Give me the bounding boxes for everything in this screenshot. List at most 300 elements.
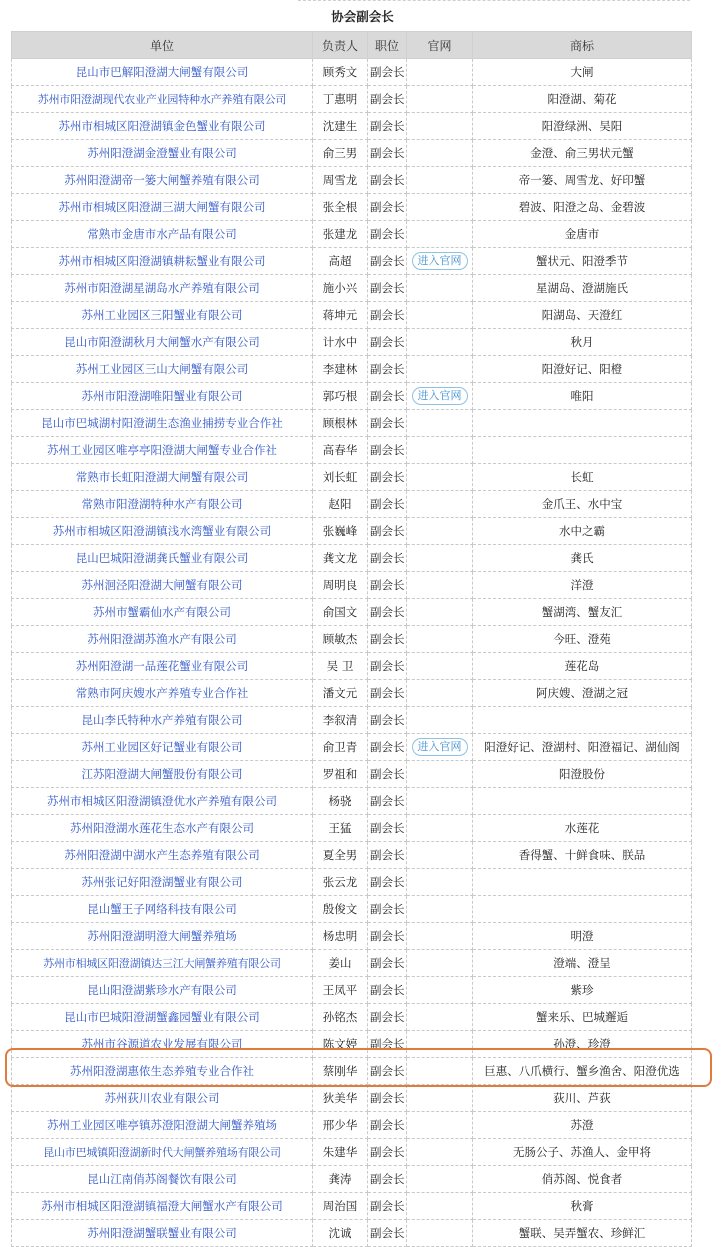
unit-link[interactable]: 昆山市巴城湖村阳澄湖生态渔业捕捞专业合作社 <box>41 416 283 430</box>
site-cell <box>407 977 473 1004</box>
site-cell <box>407 140 473 167</box>
site-cell <box>407 1112 473 1139</box>
unit-cell <box>12 1031 313 1058</box>
role-cell: 副会长 <box>368 1004 407 1031</box>
unit-cell <box>12 113 313 140</box>
site-cell <box>407 815 473 842</box>
person-cell: 蒋坤元 <box>313 302 368 329</box>
unit-cell <box>12 923 313 950</box>
person-cell: 王凤平 <box>313 977 368 1004</box>
role-cell: 副会长 <box>368 113 407 140</box>
brand-cell: 澄端、澄呈 <box>473 950 692 977</box>
role-cell: 副会长 <box>368 437 407 464</box>
unit-link[interactable]: 苏州荻川农业有限公司 <box>104 1091 220 1105</box>
unit-cell <box>12 788 313 815</box>
person-cell: 夏全男 <box>313 842 368 869</box>
unit-link[interactable]: 苏州阳澄湖金澄蟹业有限公司 <box>87 146 237 160</box>
role-cell: 副会长 <box>368 491 407 518</box>
unit-link[interactable]: 苏州市谷源道农业发展有限公司 <box>81 1037 243 1051</box>
table-row <box>12 491 692 518</box>
table-row <box>12 437 692 464</box>
unit-cell <box>12 761 313 788</box>
person-cell: 周治国 <box>313 1193 368 1220</box>
site-cell <box>407 518 473 545</box>
table-row <box>12 1166 692 1193</box>
brand-cell: 阿庆嫂、澄湖之冠 <box>473 680 692 707</box>
visit-site-button[interactable]: 进入官网 <box>412 252 468 270</box>
site-cell <box>407 653 473 680</box>
role-cell: 副会长 <box>368 653 407 680</box>
unit-cell <box>12 356 313 383</box>
person-cell: 王猛 <box>313 815 368 842</box>
page-title: 协会副会长 <box>331 9 394 24</box>
table-row <box>12 923 692 950</box>
table-row <box>12 572 692 599</box>
person-cell: 张全根 <box>313 194 368 221</box>
unit-link[interactable]: 苏州阳澄湖惠侬生态养殖专业合作社 <box>70 1064 254 1078</box>
table-row <box>12 1058 692 1085</box>
brand-cell: 唯阳 <box>473 383 692 410</box>
unit-link[interactable]: 昆山市阳澄湖秋月大闸蟹水产有限公司 <box>64 335 260 349</box>
brand-cell: 俏苏阁、悦食者 <box>473 1166 692 1193</box>
person-cell: 刘长虹 <box>313 464 368 491</box>
site-cell <box>407 923 473 950</box>
role-cell: 副会长 <box>368 194 407 221</box>
unit-link[interactable]: 苏州工业园区唯亭镇苏澄阳澄湖大闸蟹养殖场 <box>47 1118 277 1132</box>
col-header-person: 负责人 <box>313 32 368 59</box>
role-cell: 副会长 <box>368 1220 407 1247</box>
person-cell: 狄美华 <box>313 1085 368 1112</box>
unit-cell <box>12 545 313 572</box>
table-row <box>12 977 692 1004</box>
unit-link[interactable]: 苏州市相城区阳澄湖镇金色蟹业有限公司 <box>58 119 266 133</box>
person-cell: 郭巧根 <box>313 383 368 410</box>
role-cell: 副会长 <box>368 383 407 410</box>
unit-cell <box>12 1058 313 1085</box>
person-cell: 张云龙 <box>313 869 368 896</box>
site-cell <box>407 680 473 707</box>
unit-link[interactable]: 苏州市阳澄湖星湖岛水产养殖有限公司 <box>64 281 260 295</box>
site-cell <box>407 1220 473 1247</box>
role-cell: 副会长 <box>368 1031 407 1058</box>
table-row <box>12 383 692 410</box>
person-cell: 罗祖和 <box>313 761 368 788</box>
table-row <box>12 59 692 86</box>
table-row <box>12 1085 692 1112</box>
unit-link[interactable]: 昆山蟹王子网络科技有限公司 <box>87 902 237 916</box>
unit-cell <box>12 194 313 221</box>
site-cell <box>407 113 473 140</box>
person-cell: 周雪龙 <box>313 167 368 194</box>
unit-cell <box>12 59 313 86</box>
unit-link[interactable]: 苏州阳澄湖帝一篓大闸蟹养殖有限公司 <box>64 173 260 187</box>
table-row <box>12 1220 692 1247</box>
role-cell: 副会长 <box>368 221 407 248</box>
unit-link[interactable]: 昆山阳澄湖紫珍水产有限公司 <box>87 983 237 997</box>
role-cell: 副会长 <box>368 1058 407 1085</box>
unit-cell <box>12 680 313 707</box>
unit-link[interactable]: 苏州市相城区阳澄湖镇耕耘蟹业有限公司 <box>58 254 266 268</box>
brand-cell: 无肠公子、苏渔人、金甲将 <box>473 1139 692 1166</box>
person-cell: 龚文龙 <box>313 545 368 572</box>
person-cell: 朱建华 <box>313 1139 368 1166</box>
site-cell <box>407 572 473 599</box>
site-cell <box>407 1139 473 1166</box>
brand-cell: 秋月 <box>473 329 692 356</box>
table-row <box>12 869 692 896</box>
site-cell <box>407 275 473 302</box>
table-row <box>12 464 692 491</box>
person-cell: 张建龙 <box>313 221 368 248</box>
brand-cell: 阳湖岛、天澄红 <box>473 302 692 329</box>
person-cell: 丁惠明 <box>313 86 368 113</box>
role-cell: 副会长 <box>368 977 407 1004</box>
site-cell <box>407 734 473 761</box>
person-cell: 顾根林 <box>313 410 368 437</box>
brand-cell: 苏澄 <box>473 1112 692 1139</box>
role-cell: 副会长 <box>368 1193 407 1220</box>
unit-cell <box>12 1085 313 1112</box>
unit-cell <box>12 410 313 437</box>
site-cell <box>407 788 473 815</box>
role-cell: 副会长 <box>368 572 407 599</box>
brand-cell: 水莲花 <box>473 815 692 842</box>
site-cell <box>407 59 473 86</box>
role-cell: 副会长 <box>368 815 407 842</box>
unit-cell <box>12 167 313 194</box>
site-cell <box>407 1058 473 1085</box>
person-cell: 蔡刚华 <box>313 1058 368 1085</box>
site-cell <box>407 950 473 977</box>
unit-cell <box>12 491 313 518</box>
site-cell <box>407 1004 473 1031</box>
brand-cell: 巨惠、八爪横行、蟹乡渔舍、阳澄优选 <box>473 1058 692 1085</box>
brand-cell: 孙澄、珍澄 <box>473 1031 692 1058</box>
unit-link[interactable]: 苏州市相城区阳澄湖镇浅水湾蟹业有限公司 <box>52 524 272 538</box>
role-cell: 副会长 <box>368 1112 407 1139</box>
person-cell: 孙铭杰 <box>313 1004 368 1031</box>
table-row <box>12 356 692 383</box>
brand-cell: 蟹来乐、巴城邂逅 <box>473 1004 692 1031</box>
unit-link[interactable]: 苏州工业园区唯亭亭阳澄湖大闸蟹专业合作社 <box>47 443 277 457</box>
site-cell <box>407 869 473 896</box>
site-cell <box>407 248 473 275</box>
person-cell: 计水中 <box>313 329 368 356</box>
unit-link[interactable]: 苏州市阳澄湖唯阳蟹业有限公司 <box>81 389 243 403</box>
brand-cell: 荻川、芦荻 <box>473 1085 692 1112</box>
unit-link[interactable]: 苏州工业园区三阳蟹业有限公司 <box>81 308 243 322</box>
role-cell: 副会长 <box>368 329 407 356</box>
unit-cell <box>12 518 313 545</box>
brand-cell <box>473 707 692 734</box>
table-row <box>12 626 692 653</box>
person-cell: 俞国文 <box>313 599 368 626</box>
person-cell: 杨骁 <box>313 788 368 815</box>
unit-cell <box>12 464 313 491</box>
site-cell <box>407 221 473 248</box>
role-cell: 副会长 <box>368 788 407 815</box>
person-cell: 龚涛 <box>313 1166 368 1193</box>
site-cell <box>407 167 473 194</box>
brand-cell: 金爪王、水中宝 <box>473 491 692 518</box>
person-cell: 沈诚 <box>313 1220 368 1247</box>
unit-link[interactable]: 昆山李氏特种水产养殖有限公司 <box>81 713 243 727</box>
brand-cell: 秋膏 <box>473 1193 692 1220</box>
unit-cell <box>12 734 313 761</box>
brand-cell <box>473 788 692 815</box>
table-row <box>12 599 692 626</box>
person-cell: 俞三男 <box>313 140 368 167</box>
person-cell: 潘文元 <box>313 680 368 707</box>
brand-cell: 碧波、阳澄之岛、金碧波 <box>473 194 692 221</box>
unit-link[interactable]: 昆山市巴城镇阳澄湖新时代大闸蟹养殖场有限公司 <box>43 1146 281 1159</box>
col-header-unit: 单位 <box>12 32 313 59</box>
unit-link[interactable]: 苏州工业园区好记蟹业有限公司 <box>81 740 243 754</box>
person-cell: 殷俊文 <box>313 896 368 923</box>
role-cell: 副会长 <box>368 842 407 869</box>
unit-link[interactable]: 苏州市阳澄湖现代农业产业园特种水产养殖有限公司 <box>37 93 287 106</box>
person-cell: 施小兴 <box>313 275 368 302</box>
unit-link[interactable]: 常熟市阳澄湖特种水产有限公司 <box>81 497 243 511</box>
unit-link[interactable]: 苏州阳澄湖中湖水产生态养殖有限公司 <box>64 848 260 862</box>
unit-cell <box>12 869 313 896</box>
person-cell: 吴 卫 <box>313 653 368 680</box>
role-cell: 副会长 <box>368 950 407 977</box>
role-cell: 副会长 <box>368 302 407 329</box>
site-cell <box>407 194 473 221</box>
role-cell: 副会长 <box>368 1166 407 1193</box>
person-cell: 周明良 <box>313 572 368 599</box>
table-row <box>12 167 692 194</box>
person-cell: 沈建生 <box>313 113 368 140</box>
unit-link[interactable]: 苏州洄泾阳澄湖大闸蟹有限公司 <box>81 578 243 592</box>
unit-cell <box>12 1139 313 1166</box>
person-cell: 陈文婷 <box>313 1031 368 1058</box>
role-cell: 副会长 <box>368 410 407 437</box>
brand-cell: 洋澄 <box>473 572 692 599</box>
unit-link[interactable]: 苏州工业园区三山大闸蟹有限公司 <box>75 362 249 376</box>
site-cell <box>407 491 473 518</box>
person-cell: 邢少华 <box>313 1112 368 1139</box>
unit-cell <box>12 653 313 680</box>
brand-cell: 长虹 <box>473 464 692 491</box>
role-cell: 副会长 <box>368 59 407 86</box>
brand-cell: 阳澄好记、阳橙 <box>473 356 692 383</box>
unit-cell <box>12 1220 313 1247</box>
unit-cell <box>12 572 313 599</box>
unit-cell <box>12 221 313 248</box>
brand-cell: 星湖岛、澄湖施氏 <box>473 275 692 302</box>
site-cell <box>407 1166 473 1193</box>
unit-link[interactable]: 苏州市相城区阳澄湖镇达三江大闸蟹养殖有限公司 <box>43 957 281 970</box>
table-row <box>12 545 692 572</box>
site-cell <box>407 707 473 734</box>
unit-link[interactable]: 常熟市阿庆嫂水产养殖专业合作社 <box>75 686 249 700</box>
person-cell: 李叙清 <box>313 707 368 734</box>
unit-cell <box>12 1166 313 1193</box>
brand-cell: 水中之霸 <box>473 518 692 545</box>
table-row <box>12 653 692 680</box>
unit-link[interactable]: 江苏阳澄湖大闸蟹股份有限公司 <box>81 767 243 781</box>
table-row <box>12 1193 692 1220</box>
role-cell: 副会长 <box>368 923 407 950</box>
table-row <box>12 86 692 113</box>
unit-link[interactable]: 昆山江南俏苏阁餐饮有限公司 <box>87 1172 237 1186</box>
visit-site-button[interactable]: 进入官网 <box>412 387 468 405</box>
col-header-role: 职位 <box>368 32 407 59</box>
brand-cell <box>473 869 692 896</box>
brand-cell <box>473 896 692 923</box>
brand-cell: 帝一篓、周雪龙、好印蟹 <box>473 167 692 194</box>
unit-link[interactable]: 常熟市长虹阳澄湖大闸蟹有限公司 <box>75 470 249 484</box>
unit-link[interactable]: 昆山巴城阳澄湖龚氏蟹业有限公司 <box>75 551 249 565</box>
unit-link[interactable]: 苏州阳澄湖苏渔水产有限公司 <box>87 632 237 646</box>
table-row <box>12 248 692 275</box>
site-cell <box>407 599 473 626</box>
role-cell: 副会长 <box>368 518 407 545</box>
role-cell: 副会长 <box>368 761 407 788</box>
unit-cell <box>12 248 313 275</box>
brand-cell: 龚氏 <box>473 545 692 572</box>
person-cell: 俞卫青 <box>313 734 368 761</box>
col-header-site: 官网 <box>407 32 473 59</box>
site-cell <box>407 1193 473 1220</box>
unit-cell <box>12 275 313 302</box>
unit-cell <box>12 1004 313 1031</box>
table-row <box>12 1031 692 1058</box>
table-row <box>12 734 692 761</box>
table-row <box>12 788 692 815</box>
role-cell: 副会长 <box>368 734 407 761</box>
table-row <box>12 275 692 302</box>
unit-cell <box>12 329 313 356</box>
brand-cell: 金澄、俞三男状元蟹 <box>473 140 692 167</box>
role-cell: 副会长 <box>368 356 407 383</box>
col-header-brand: 商标 <box>473 32 692 59</box>
table-row <box>12 329 692 356</box>
visit-site-button[interactable]: 进入官网 <box>412 738 468 756</box>
table-row <box>12 707 692 734</box>
unit-link[interactable]: 苏州市相城区阳澄湖镇福澄大闸蟹水产有限公司 <box>41 1199 283 1213</box>
role-cell: 副会长 <box>368 707 407 734</box>
site-cell <box>407 842 473 869</box>
site-cell <box>407 437 473 464</box>
brand-cell: 阳澄绿洲、吴阳 <box>473 113 692 140</box>
role-cell: 副会长 <box>368 464 407 491</box>
table-row <box>12 1004 692 1031</box>
unit-cell <box>12 815 313 842</box>
role-cell: 副会长 <box>368 140 407 167</box>
person-cell: 张巍峰 <box>313 518 368 545</box>
table-row <box>12 896 692 923</box>
brand-cell: 大闸 <box>473 59 692 86</box>
role-cell: 副会长 <box>368 1085 407 1112</box>
brand-cell: 紫珍 <box>473 977 692 1004</box>
brand-cell: 阳澄好记、澄湖村、阳澄福记、湖仙阁 <box>473 734 692 761</box>
site-cell <box>407 545 473 572</box>
role-cell: 副会长 <box>368 680 407 707</box>
brand-cell <box>473 437 692 464</box>
site-cell <box>407 383 473 410</box>
unit-link[interactable]: 常熟市金唐市水产品有限公司 <box>87 227 237 241</box>
unit-link[interactable]: 苏州阳澄湖一品莲花蟹业有限公司 <box>75 659 249 673</box>
site-cell <box>407 896 473 923</box>
unit-cell <box>12 140 313 167</box>
unit-cell <box>12 302 313 329</box>
unit-cell <box>12 977 313 1004</box>
site-cell <box>407 464 473 491</box>
unit-link[interactable]: 苏州市相城区阳澄湖三湖大闸蟹有限公司 <box>58 200 266 214</box>
role-cell: 副会长 <box>368 869 407 896</box>
person-cell: 顾秀文 <box>313 59 368 86</box>
person-cell: 杨忠明 <box>313 923 368 950</box>
unit-cell <box>12 437 313 464</box>
site-cell <box>407 86 473 113</box>
brand-cell: 阳澄湖、菊花 <box>473 86 692 113</box>
brand-cell: 蟹状元、阳澄季节 <box>473 248 692 275</box>
site-cell <box>407 626 473 653</box>
site-cell <box>407 1085 473 1112</box>
brand-cell: 明澄 <box>473 923 692 950</box>
unit-link[interactable]: 苏州张记好阳澄湖蟹业有限公司 <box>81 875 243 889</box>
table-row <box>12 140 692 167</box>
unit-cell <box>12 950 313 977</box>
unit-link[interactable]: 苏州阳澄湖水莲花生态水产有限公司 <box>70 821 254 835</box>
table-row <box>12 1139 692 1166</box>
table-row <box>12 815 692 842</box>
table-row <box>12 518 692 545</box>
unit-cell <box>12 896 313 923</box>
table-row <box>12 221 692 248</box>
person-cell: 李建林 <box>313 356 368 383</box>
role-cell: 副会长 <box>368 545 407 572</box>
unit-link[interactable]: 苏州阳澄湖蟹联蟹业有限公司 <box>87 1226 237 1240</box>
role-cell: 副会长 <box>368 167 407 194</box>
unit-link[interactable]: 苏州阳澄湖明澄大闸蟹养殖场 <box>87 929 237 943</box>
site-cell <box>407 329 473 356</box>
person-cell: 姜山 <box>313 950 368 977</box>
table-row <box>12 842 692 869</box>
brand-cell <box>473 410 692 437</box>
unit-link[interactable]: 苏州市相城区阳澄湖镇澄优水产养殖有限公司 <box>47 794 277 808</box>
unit-cell <box>12 707 313 734</box>
role-cell: 副会长 <box>368 626 407 653</box>
unit-cell <box>12 1112 313 1139</box>
role-cell: 副会长 <box>368 86 407 113</box>
person-cell: 高春华 <box>313 437 368 464</box>
table-row <box>12 302 692 329</box>
brand-cell: 蟹湖湾、蟹友汇 <box>473 599 692 626</box>
table-row <box>12 410 692 437</box>
table-row <box>12 113 692 140</box>
brand-cell: 今旺、澄苑 <box>473 626 692 653</box>
table-row <box>12 194 692 221</box>
site-cell <box>407 410 473 437</box>
role-cell: 副会长 <box>368 1139 407 1166</box>
unit-link[interactable]: 昆山市巴城阳澄湖蟹鑫园蟹业有限公司 <box>64 1010 260 1024</box>
unit-link[interactable]: 昆山市巴解阳澄湖大闸蟹有限公司 <box>75 65 249 79</box>
table-row <box>12 1112 692 1139</box>
unit-cell <box>12 1193 313 1220</box>
role-cell: 副会长 <box>368 248 407 275</box>
unit-link[interactable]: 苏州市蟹霸仙水产有限公司 <box>93 605 231 619</box>
unit-cell <box>12 86 313 113</box>
table-header-row <box>12 32 692 59</box>
site-cell <box>407 302 473 329</box>
person-cell: 高超 <box>313 248 368 275</box>
role-cell: 副会长 <box>368 599 407 626</box>
site-cell <box>407 761 473 788</box>
